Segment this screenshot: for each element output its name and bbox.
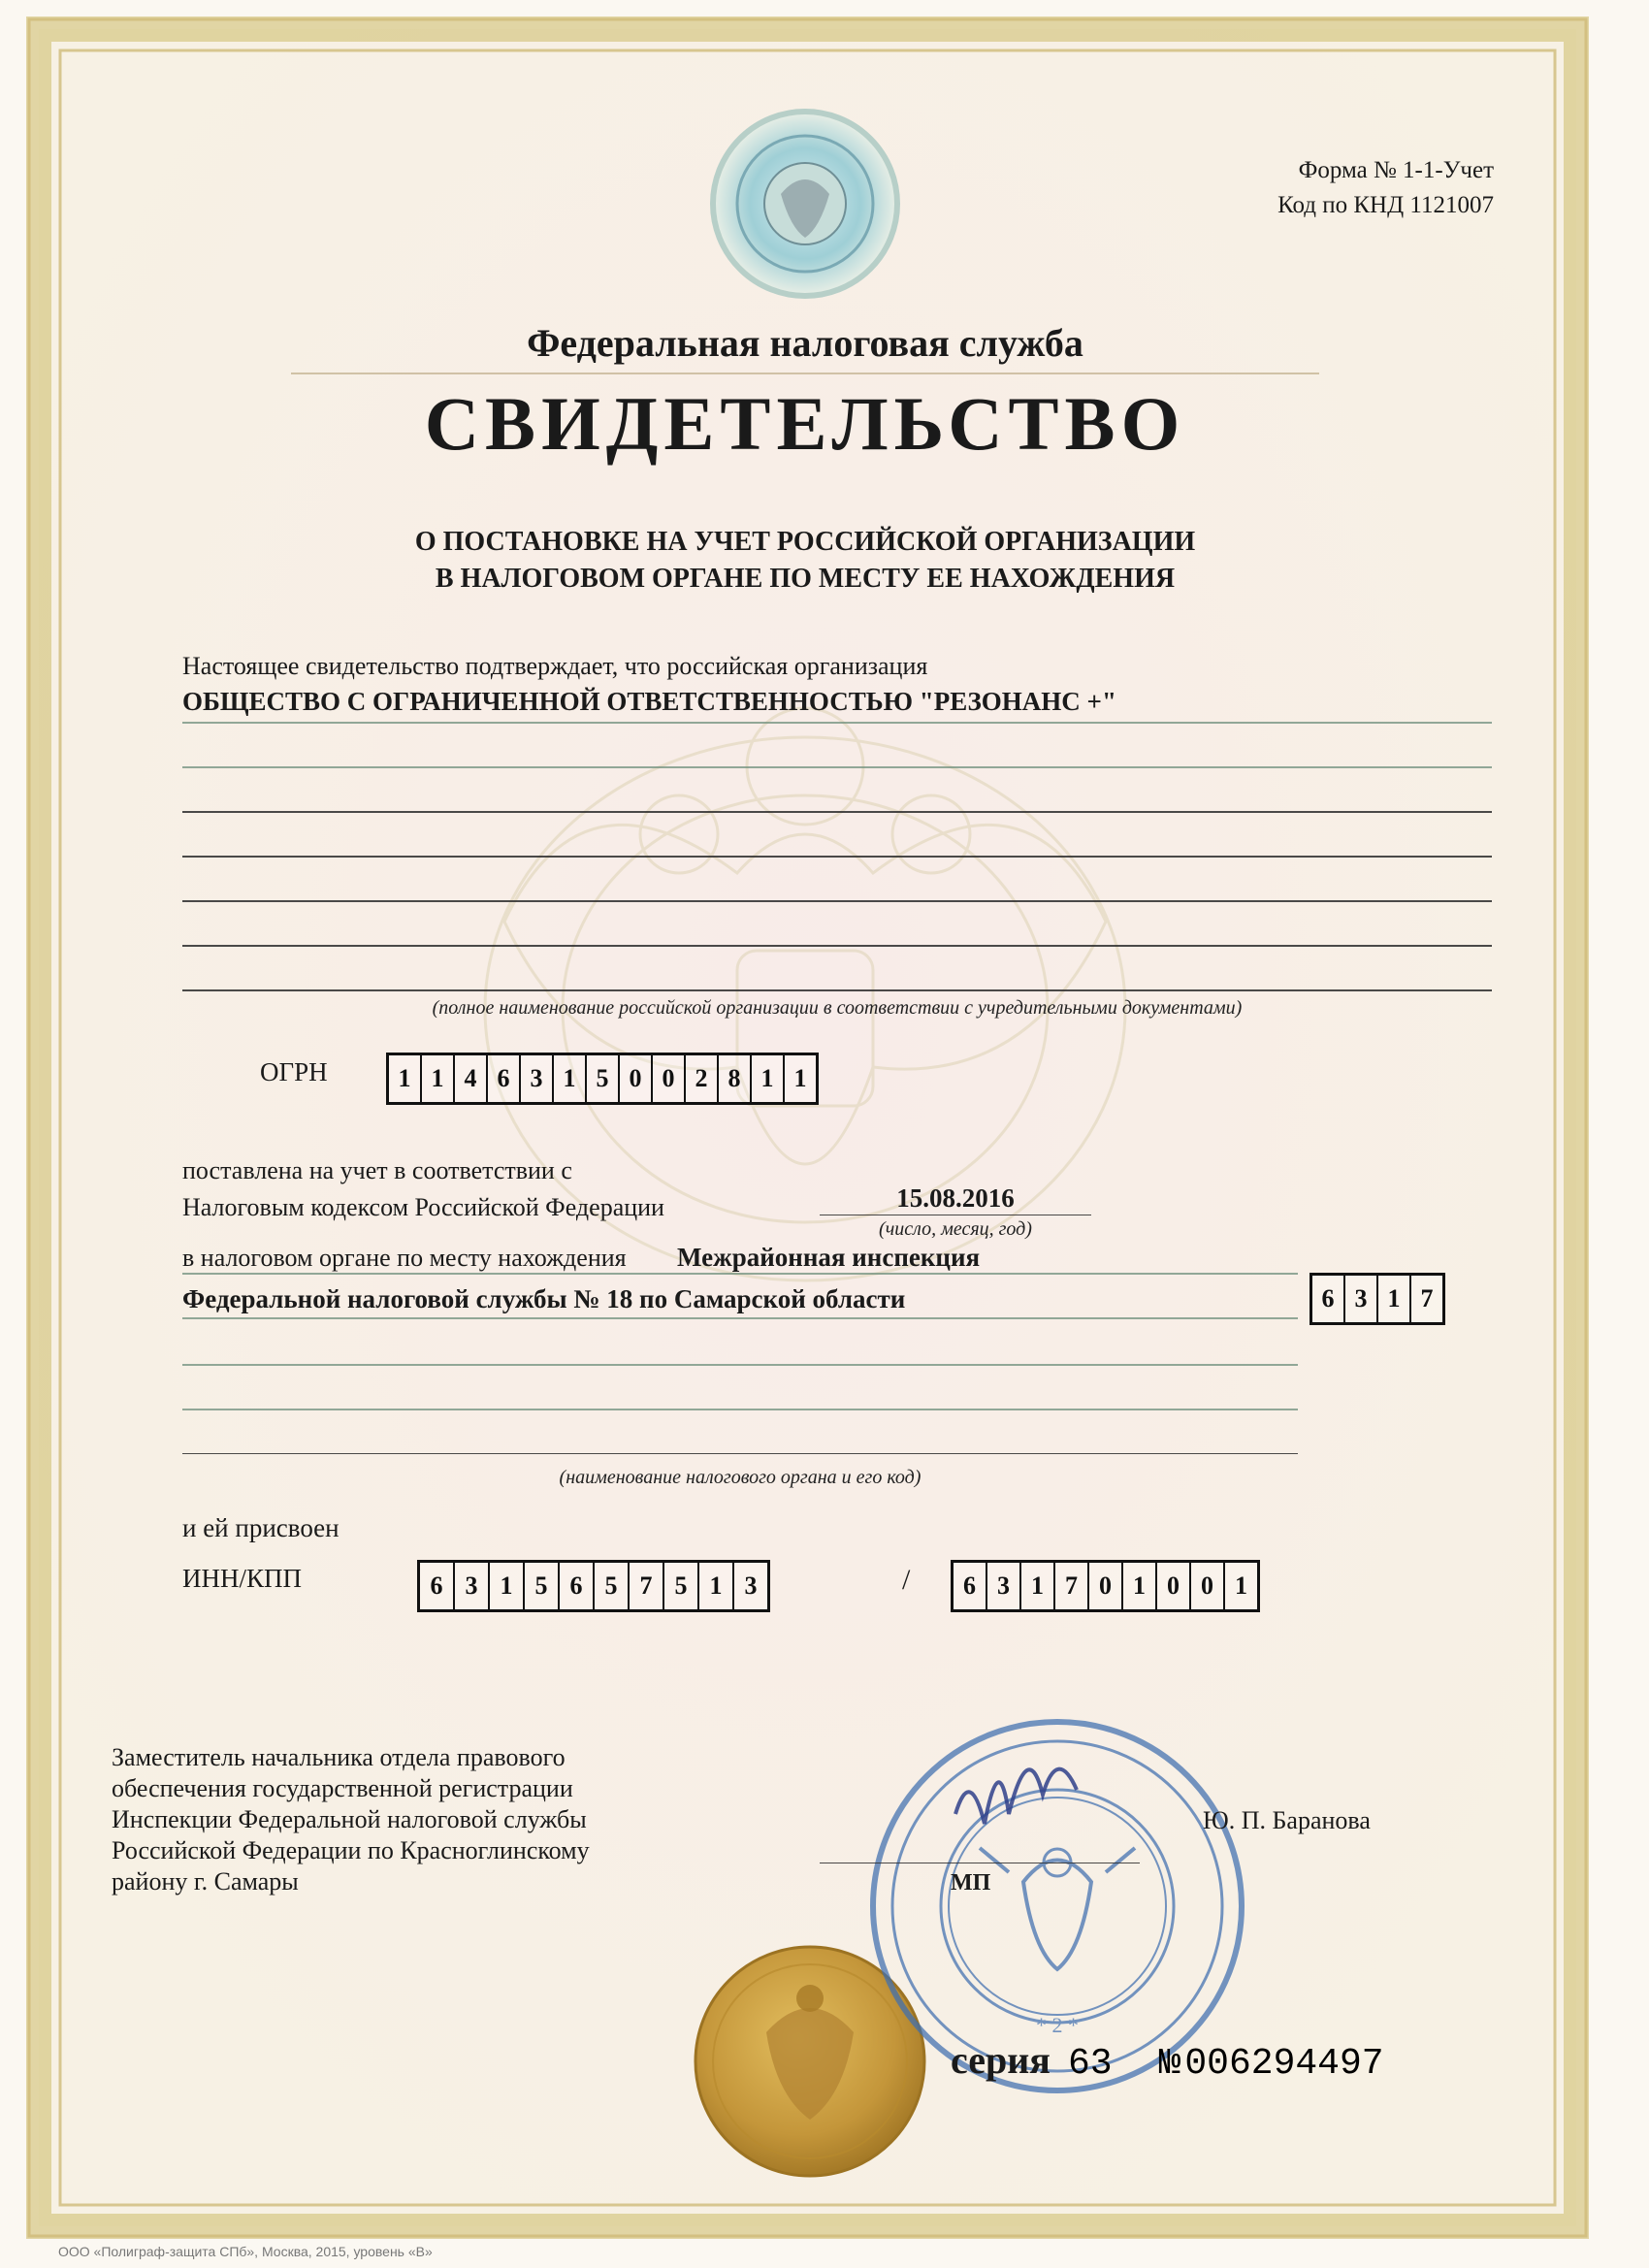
ogrn-digit-13: 1 xyxy=(793,1064,807,1092)
ogrn-digit-7: 5 xyxy=(587,1055,620,1102)
subtitle-line-2: В НАЛОГОВОМ ОРГАНЕ ПО МЕСТУ ЕЕ НАХОЖДЕНИЯ xyxy=(435,564,1176,594)
org-line-2 xyxy=(182,766,1492,768)
org-line-4 xyxy=(182,856,1492,858)
kpp-digit-2: 3 xyxy=(987,1563,1021,1609)
ogrn-digit-3: 4 xyxy=(455,1055,488,1102)
tax-authority-prefix: в налоговом органе по месту нахождения xyxy=(182,1244,627,1272)
ogrn-digit-9: 0 xyxy=(653,1055,686,1102)
tax-authority-caption: (наименование налогового органа и его код) xyxy=(559,1467,922,1488)
inn-digit-9: 1 xyxy=(699,1563,734,1609)
ogrn-label: ОГРН xyxy=(260,1057,328,1086)
signatory-position-line-4: Российской Федерации по Красноглинскому xyxy=(112,1836,590,1864)
kpp-digit-9: 1 xyxy=(1235,1571,1247,1600)
printer-footer: ООО «Полиграф-защита СПб», Москва, 2015, уровень «В» xyxy=(58,2244,433,2259)
subtitle-line-1: О ПОСТАНОВКЕ НА УЧЕТ РОССИЙСКОЙ ОРГАНИЗАЦИИ xyxy=(414,527,1196,557)
agency-name: Федеральная налоговая служба xyxy=(527,321,1083,365)
inn-digit-5: 6 xyxy=(560,1563,595,1609)
knd-code: Код по КНД 1121007 xyxy=(1277,192,1494,218)
series-block xyxy=(951,2037,1384,2085)
kpp-digit-8: 0 xyxy=(1191,1563,1225,1609)
ogrn-digit-11: 8 xyxy=(719,1055,752,1102)
org-name-caption: (полное наименование российской организации в соответствии с учредительными документами) xyxy=(432,997,1243,1019)
signatory-position-line-5: району г. Самары xyxy=(112,1867,299,1895)
series-label: серия xyxy=(951,2038,1051,2082)
date-caption: (число, месяц, год) xyxy=(879,1218,1032,1240)
registration-line-2: Налоговым кодексом Российской Федерации xyxy=(182,1193,664,1221)
stamp-place-mp: МП xyxy=(951,1870,991,1895)
org-line-3 xyxy=(182,811,1492,813)
signatory-position xyxy=(112,1742,590,1897)
signatory-position-line-3: Инспекции Федеральной налоговой службы xyxy=(112,1805,587,1833)
tax-authority-name-1: Межрайонная инспекция xyxy=(677,1243,981,1272)
registration-basis xyxy=(182,1152,664,1226)
tax-line-1 xyxy=(182,1273,1298,1275)
tax-line-2 xyxy=(182,1317,1298,1319)
ogrn-digit-8: 0 xyxy=(620,1055,653,1102)
intro-text: Настоящее свидетельство подтверждает, что российская организация xyxy=(182,652,928,680)
code-digit-3: 1 xyxy=(1378,1276,1411,1322)
code-digit-4: 7 xyxy=(1420,1284,1434,1312)
document-title: СВИДЕТЕЛЬСТВО xyxy=(424,381,1186,466)
inn-field xyxy=(417,1560,770,1612)
document-subtitle xyxy=(291,524,1319,598)
number-label: № xyxy=(1158,2043,1181,2085)
inn-digit-1: 6 xyxy=(420,1563,455,1609)
org-line-6 xyxy=(182,945,1492,947)
tax-line-3 xyxy=(182,1364,1298,1366)
code-digit-2: 3 xyxy=(1345,1276,1378,1322)
series-value: 63 xyxy=(1067,2043,1113,2085)
assigned-text: и ей присвоен xyxy=(182,1513,340,1542)
signatory-position-line-2: обеспечения государственной регистрации xyxy=(112,1774,573,1802)
ogrn-digit-12: 1 xyxy=(752,1055,785,1102)
inn-digit-7: 7 xyxy=(630,1563,664,1609)
ogrn-digit-10: 2 xyxy=(686,1055,719,1102)
inn-digit-3: 1 xyxy=(490,1563,525,1609)
form-number: Форма № 1-1-Учет xyxy=(1298,157,1494,183)
inn-digit-4: 5 xyxy=(525,1563,560,1609)
registration-date: 15.08.2016 xyxy=(896,1183,1015,1213)
tax-line-4 xyxy=(182,1409,1298,1410)
kpp-digit-7: 0 xyxy=(1157,1563,1191,1609)
inn-digit-10: 3 xyxy=(744,1571,758,1600)
form-code xyxy=(1203,153,1494,223)
inn-kpp-separator: / xyxy=(902,1564,911,1596)
svg-text:* 2 *: * 2 * xyxy=(1036,2013,1079,2037)
ogrn-field xyxy=(386,1053,819,1105)
kpp-digit-4: 7 xyxy=(1055,1563,1089,1609)
kpp-field xyxy=(951,1560,1260,1612)
kpp-digit-5: 0 xyxy=(1089,1563,1123,1609)
kpp-digit-6: 1 xyxy=(1123,1563,1157,1609)
hologram-emblem xyxy=(713,112,897,296)
kpp-digit-3: 1 xyxy=(1021,1563,1055,1609)
inn-digit-6: 5 xyxy=(595,1563,630,1609)
ogrn-digit-4: 6 xyxy=(488,1055,521,1102)
inn-kpp-label: ИНН/КПП xyxy=(182,1564,303,1593)
inn-digit-8: 5 xyxy=(664,1563,699,1609)
org-line-1 xyxy=(182,722,1492,724)
organization-name: ОБЩЕСТВО С ОГРАНИЧЕННОЙ ОТВЕТСТВЕННОСТЬЮ "РЕЗОНАНС +" xyxy=(182,687,1116,716)
document-number: 006294497 xyxy=(1184,2043,1384,2085)
tax-line-5 xyxy=(182,1453,1298,1454)
registration-line-1: поставлена на учет в соответствии с xyxy=(182,1156,572,1184)
ogrn-digit-1: 1 xyxy=(389,1055,422,1102)
agency-underline xyxy=(291,373,1319,374)
ogrn-digit-2: 1 xyxy=(422,1055,455,1102)
tax-authority-code-field xyxy=(1310,1273,1445,1325)
org-line-5 xyxy=(182,900,1492,902)
signatory-name: Ю. П. Баранова xyxy=(1203,1806,1371,1834)
tax-authority-name-2: Федеральной налоговой службы № 18 по Самарской области xyxy=(182,1284,906,1313)
signatory-position-line-1: Заместитель начальника отдела правового xyxy=(112,1743,566,1771)
org-line-7 xyxy=(182,989,1492,991)
inn-digit-2: 3 xyxy=(455,1563,490,1609)
ogrn-digit-6: 1 xyxy=(554,1055,587,1102)
ogrn-digit-5: 3 xyxy=(521,1055,554,1102)
code-digit-1: 6 xyxy=(1312,1276,1345,1322)
kpp-digit-1: 6 xyxy=(954,1563,987,1609)
